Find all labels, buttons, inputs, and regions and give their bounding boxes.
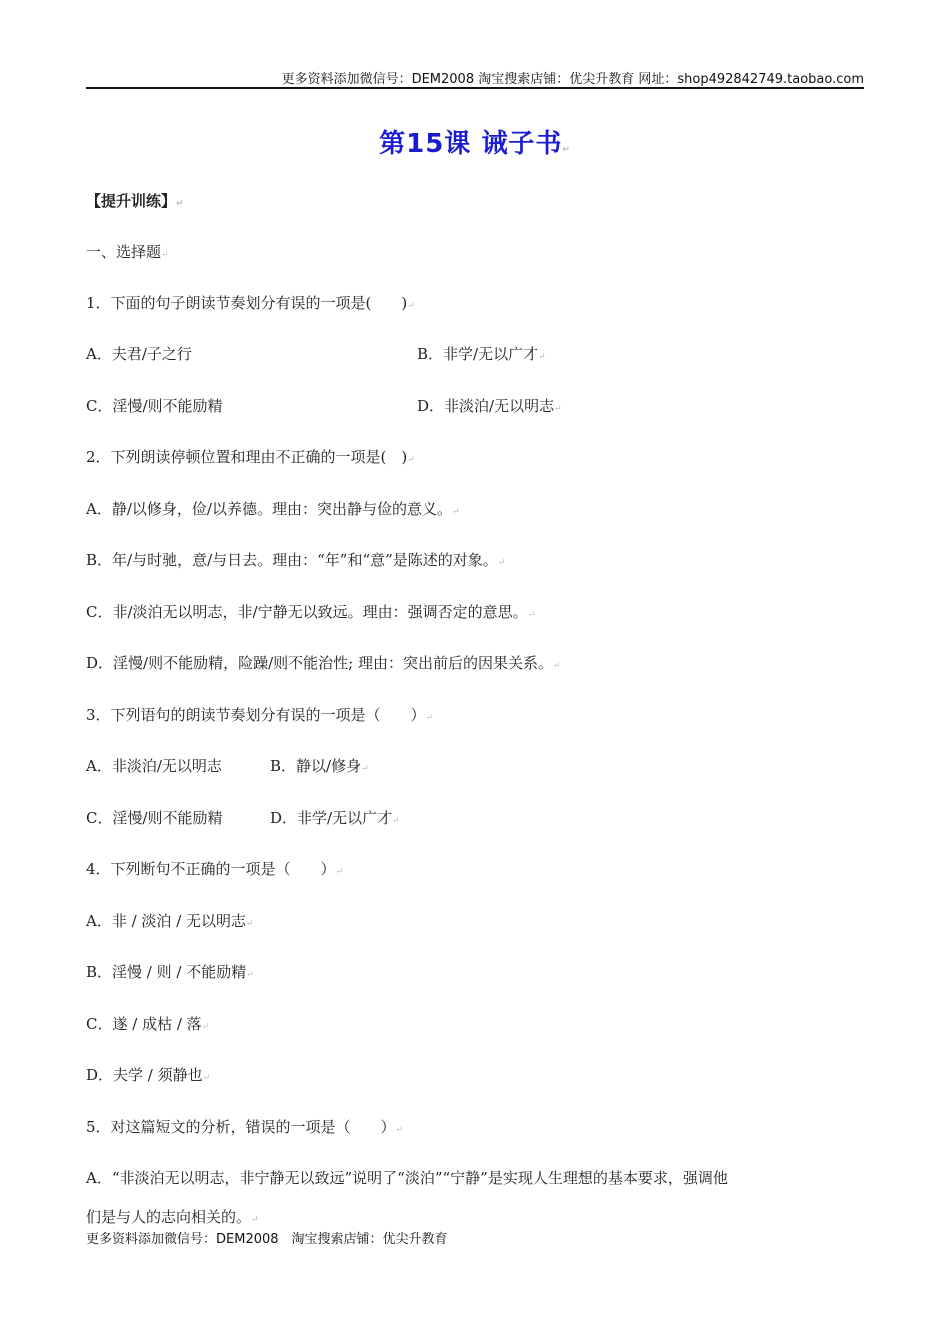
option-a: A．非淡泊/无以明志	[86, 757, 222, 775]
option-d: D．非淡泊/无以明志↵	[417, 397, 562, 415]
question-2-option-a: A．静/以修身，俭/以养德。理由：突出静与俭的意义。↵	[86, 500, 460, 518]
question-5-stem: 5．对这篇短文的分析，错误的一项是（ ）↵	[86, 1118, 404, 1136]
section-label: 【提升训练】↵	[86, 192, 184, 210]
question-1-stem: 1．下面的句子朗读节奏划分有误的一项是( )↵	[86, 294, 415, 312]
paragraph-mark-icon: ↵	[407, 301, 415, 311]
question-2-option-c: C．非/淡泊无以明志，非/宁静无以致远。理由：强调否定的意思。↵	[86, 603, 536, 621]
paragraph-mark-icon: ↵	[538, 352, 546, 362]
paragraph-mark-icon: ↵	[246, 970, 254, 980]
option-d: D．非学/无以广才↵	[270, 809, 400, 827]
option-a: A．夫君/子之行	[86, 345, 192, 363]
question-2-option-d: D．淫慢/则不能励精，险躁/则不能治性; 理由：突出前后的因果关系。↵	[86, 654, 561, 672]
paragraph-mark-icon: ↵	[251, 1215, 259, 1225]
question-1-options-row-2	[86, 395, 866, 416]
question-5-option-a-line-1: A．“非淡泊无以明志，非宁静无以致远”说明了“淡泊”“宁静”是实现人生理想的基本要求，强调他	[86, 1169, 728, 1187]
paragraph-mark-icon: ↵	[201, 1022, 210, 1032]
paragraph-mark-icon: ↵	[527, 610, 536, 620]
paragraph-mark-icon: ↵	[202, 1073, 211, 1083]
question-4-option-d: D．夫学 / 须静也↵	[86, 1066, 211, 1084]
page-footer: 更多资料添加微信号：DEM2008 淘宝搜索店铺：优尖升教育	[86, 1232, 448, 1247]
paragraph-mark-icon: ↵	[451, 507, 460, 517]
question-4-option-b: B．淫慢 / 则 / 不能励精↵	[86, 963, 254, 981]
question-5-option-a-line-2: 们是与人的志向相关的。↵	[86, 1208, 259, 1226]
paragraph-mark-icon: ↵	[161, 250, 169, 260]
paragraph-mark-icon: ↵	[425, 713, 434, 723]
paragraph-mark-icon: ↵	[562, 145, 571, 155]
paragraph-mark-icon: ↵	[407, 455, 415, 465]
question-2-stem: 2．下列朗读停顿位置和理由不正确的一项是( )↵	[86, 448, 415, 466]
paragraph-mark-icon: ↵	[554, 404, 562, 414]
paragraph-mark-icon: ↵	[361, 764, 369, 774]
paragraph-mark-icon: ↵	[392, 816, 400, 826]
question-4-option-c: C．遂 / 成枯 / 落↵	[86, 1015, 210, 1033]
option-c: C．淫慢/则不能励精	[86, 809, 223, 827]
question-3-options-row-2	[86, 807, 586, 828]
paragraph-mark-icon: ↵	[552, 661, 561, 671]
option-b: B．非学/无以广才↵	[417, 345, 546, 363]
paragraph-mark-icon: ↵	[176, 199, 184, 209]
question-3-stem: 3．下列语句的朗读节奏划分有误的一项是（ ）↵	[86, 706, 434, 724]
question-1-options-row-1	[86, 343, 866, 364]
paragraph-mark-icon: ↵	[395, 1125, 404, 1135]
page-title: 第15课 诫子书↵	[379, 129, 571, 159]
part-heading: 一、选择题↵	[86, 243, 169, 261]
question-4-option-a: A．非 / 淡泊 / 无以明志↵	[86, 912, 254, 930]
option-c: C．淫慢/则不能励精	[86, 397, 223, 415]
question-4-stem: 4．下列断句不正确的一项是（ ）↵	[86, 860, 344, 878]
option-b: B．静以/修身↵	[270, 757, 369, 775]
paragraph-mark-icon: ↵	[335, 867, 344, 877]
header-divider	[86, 87, 864, 89]
question-3-options-row-1	[86, 755, 586, 776]
header-text: 更多资料添加微信号：DEM2008 淘宝搜索店铺：优尖升教育 网址：shop492842749.taobao.com	[281, 72, 864, 87]
paragraph-mark-icon: ↵	[246, 919, 254, 929]
paragraph-mark-icon: ↵	[497, 558, 506, 568]
question-2-option-b: B．年/与时驰，意/与日去。理由：“年”和“意”是陈述的对象。↵	[86, 551, 506, 569]
